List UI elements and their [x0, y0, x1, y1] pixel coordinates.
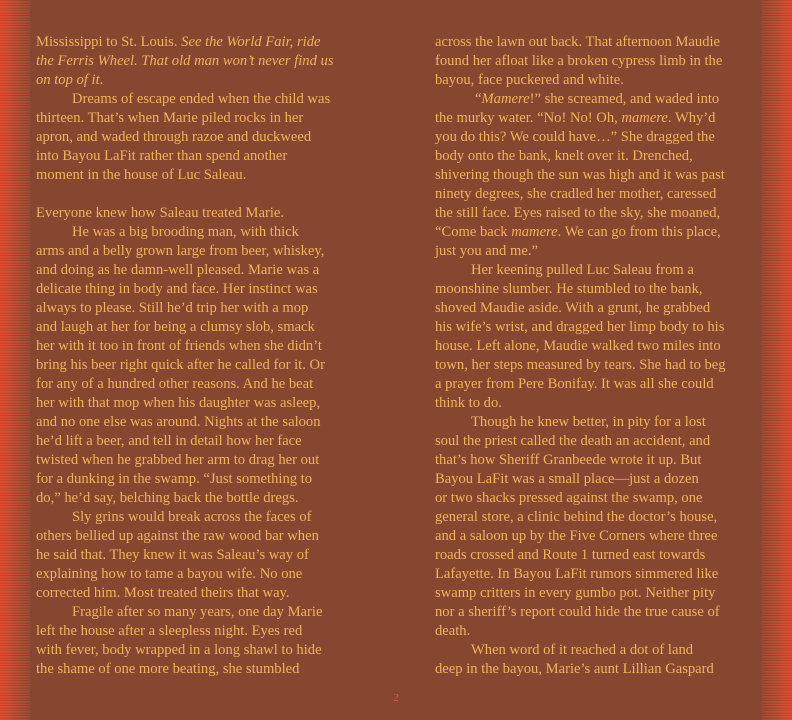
text-line [36, 375, 366, 394]
text-line [435, 337, 765, 356]
text-run: death. [435, 623, 471, 639]
text-run: ninety degrees, she cradled her mother, caressed [435, 186, 717, 202]
text-line [36, 204, 366, 223]
text-line [36, 527, 366, 546]
text-run: a prayer from Pere Bonifay. It was all she could [435, 376, 714, 392]
text-run: for a dunking in the swamp. “Just something to [36, 471, 313, 487]
text-run: “ [475, 91, 482, 107]
text-run: general store, a clinic behind the doctor’s house, [435, 509, 718, 525]
text-line [435, 584, 765, 603]
text-run: he said that. They knew it was Saleau’s way of [36, 547, 309, 563]
text-run: He was a big brooding man, with thick [72, 224, 299, 240]
text-line [435, 185, 765, 204]
text-run: “Come back [435, 224, 512, 240]
text-run: the shame of one more beating, she stumbled [36, 661, 300, 677]
text-run: his wife’s wrist, and dragged her limp body to his [435, 319, 725, 335]
text-line [435, 603, 765, 622]
text-run: left the house after a sleepless night. Eyes red [36, 623, 303, 639]
text-line [435, 52, 765, 71]
left-text-column [36, 33, 366, 679]
text-line [435, 261, 765, 280]
text-line [435, 33, 765, 52]
text-run: into Bayou LaFit rather than spend another [36, 148, 288, 164]
text-line [435, 204, 765, 223]
text-line [36, 223, 366, 242]
text-run: . Why’d [667, 110, 716, 126]
text-line [435, 470, 765, 489]
page-edge-left [0, 0, 30, 720]
text-line [435, 318, 765, 337]
text-line [36, 451, 366, 470]
text-line [435, 299, 765, 318]
text-run: found her afloat like a broken cypress limb in the [435, 53, 723, 69]
text-run: bayou, face puckered and white. [435, 72, 624, 88]
text-line [435, 242, 765, 261]
text-run: deep in the bayou, Marie’s aunt Lillian Gaspard [435, 661, 714, 677]
text-line [435, 622, 765, 641]
text-line [36, 147, 366, 166]
text-run: explaining how to tame a bayou wife. No one [36, 566, 303, 582]
text-line [435, 356, 765, 375]
page-number: 2 [393, 692, 399, 704]
text-run: Her keening pulled Luc Saleau from a [471, 262, 694, 278]
text-line [435, 413, 765, 432]
text-run: . We can go from this place, [557, 224, 721, 240]
text-line [36, 261, 366, 280]
text-line [36, 641, 366, 660]
text-line [36, 242, 366, 261]
text-line [435, 147, 765, 166]
text-run: you do this? We could have…” She dragged the [435, 129, 715, 145]
paragraph-gap [36, 185, 366, 204]
text-line [36, 584, 366, 603]
text-line [36, 394, 366, 413]
text-run: Bayou LaFit was a small place—just a dozen [435, 471, 699, 487]
text-line [36, 128, 366, 147]
text-line [36, 432, 366, 451]
text-run: Mississippi to St. Louis. [36, 34, 182, 50]
text-run: others bellied up against the raw wood bar when [36, 528, 319, 544]
text-line [435, 71, 765, 90]
text-run: town, her steps measured by tears. She had to beg [435, 357, 726, 373]
text-line [435, 166, 765, 185]
text-run: . [99, 72, 104, 88]
text-run: corrected him. Most treated theirs that way. [36, 585, 290, 601]
text-line [36, 166, 366, 185]
text-line [36, 318, 366, 337]
right-text-column [435, 33, 765, 679]
text-run: shoved Maudie aside. With a grunt, he grabbed [435, 300, 711, 316]
text-run: body onto the bank, knelt over it. Drenched, [435, 148, 693, 164]
text-run: always to please. Still he’d trip her with a mop [36, 300, 309, 316]
text-run: delicate thing in body and face. Her instinct was [36, 281, 318, 297]
text-line [435, 280, 765, 299]
text-run: twisted when he grabbed her arm to drag her out [36, 452, 320, 468]
text-line [36, 337, 366, 356]
text-line [435, 527, 765, 546]
text-line [435, 90, 765, 109]
text-line [435, 128, 765, 147]
text-run: Lafayette. In Bayou LaFit rumors simmered like [435, 566, 719, 582]
text-line [435, 489, 765, 508]
text-line [435, 109, 765, 128]
text-run: soul the priest called the death an accident, and [435, 433, 711, 449]
italic-text: Mamere [481, 91, 530, 107]
text-line [435, 451, 765, 470]
text-run: arms and a belly grown large from beer, whiskey, [36, 243, 325, 259]
text-run: shivering though the sun was high and it was past [435, 167, 725, 183]
italic-text: the Ferris Wheel. That old man won’t never find us [36, 53, 334, 69]
text-run: just you and me.” [435, 243, 538, 259]
text-line [36, 71, 366, 90]
text-line [36, 546, 366, 565]
text-run: bring his beer right quick after he called for it. Or [36, 357, 325, 373]
text-line [36, 489, 366, 508]
text-run: nor a sheriff’s report could hide the true cause of [435, 604, 720, 620]
text-run: or two shacks pressed against the swamp, one [435, 490, 703, 506]
text-run: her with that mop when his daughter was asleep, [36, 395, 321, 411]
text-line [435, 375, 765, 394]
text-line [36, 299, 366, 318]
text-line [36, 470, 366, 489]
text-line [435, 565, 765, 584]
text-run: and a saloon up by the Five Corners where three [435, 528, 718, 544]
text-line [36, 280, 366, 299]
text-run: and no one else was around. Nights at the saloon [36, 414, 321, 430]
text-run: house. Left alone, Maudie walked two miles into [435, 338, 721, 354]
text-run: and laugh at her for being a clumsy slob, smack [36, 319, 315, 335]
text-run: think to do. [435, 395, 502, 411]
text-line [435, 641, 765, 660]
italic-text: mamere [511, 224, 558, 240]
text-run: roads crossed and Route 1 turned east towards [435, 547, 706, 563]
text-run: moment in the house of Luc Saleau. [36, 167, 247, 183]
text-line [36, 413, 366, 432]
text-line [435, 432, 765, 451]
text-line [435, 546, 765, 565]
text-line [36, 565, 366, 584]
text-line [36, 52, 366, 71]
text-run: her with it too in front of friends when she didn’t [36, 338, 322, 354]
text-line [36, 33, 366, 52]
text-run: moonshine slumber. He stumbled to the bank, [435, 281, 703, 297]
page-edge-right [762, 0, 792, 720]
text-run: Though he knew better, in pity for a lost [471, 414, 706, 430]
italic-text: on top of it [36, 72, 100, 88]
text-line [435, 508, 765, 527]
text-line [435, 223, 765, 242]
text-run: Everyone knew how Saleau treated Marie. [36, 205, 284, 221]
text-run: swamp critters in every gumbo pot. Neither pity [435, 585, 716, 601]
text-line [36, 508, 366, 527]
text-run: Fragile after so many years, one day Marie [72, 604, 323, 620]
text-line [36, 90, 366, 109]
text-run: the still face. Eyes raised to the sky, she moaned, [435, 205, 721, 221]
italic-text: See the World Fair, ride [181, 34, 321, 50]
text-line [435, 394, 765, 413]
text-run: he’d lift a beer, and tell in detail how her face [36, 433, 302, 449]
text-run: apron, and waded through razoe and duckweed [36, 129, 312, 145]
text-run: thirteen. That’s when Marie piled rocks in her [36, 110, 304, 126]
text-line [36, 356, 366, 375]
text-run: Sly grins would break across the faces of [72, 509, 312, 525]
text-run: across the lawn out back. That afternoon Maudie [435, 34, 721, 50]
text-line [36, 660, 366, 679]
text-run: do,” he’d say, belching back the bottle dregs. [36, 490, 299, 506]
text-run: and doing as he damn-well pleased. Marie was a [36, 262, 320, 278]
text-line [36, 109, 366, 128]
text-line [36, 603, 366, 622]
text-run: Dreams of escape ended when the child was [72, 91, 331, 107]
italic-text: mamere [621, 110, 668, 126]
text-run: the murky water. “No! No! Oh, [435, 110, 622, 126]
text-run: with fever, body wrapped in a long shawl to hide [36, 642, 322, 658]
text-run: When word of it reached a dot of land [471, 642, 694, 658]
text-line [435, 660, 765, 679]
text-run: for any of a hundred other reasons. And he beat [36, 376, 314, 392]
text-run: !” she screamed, and waded into [529, 91, 720, 107]
text-run: that’s how Sheriff Granbeede wrote it up. But [435, 452, 702, 468]
text-line [36, 622, 366, 641]
